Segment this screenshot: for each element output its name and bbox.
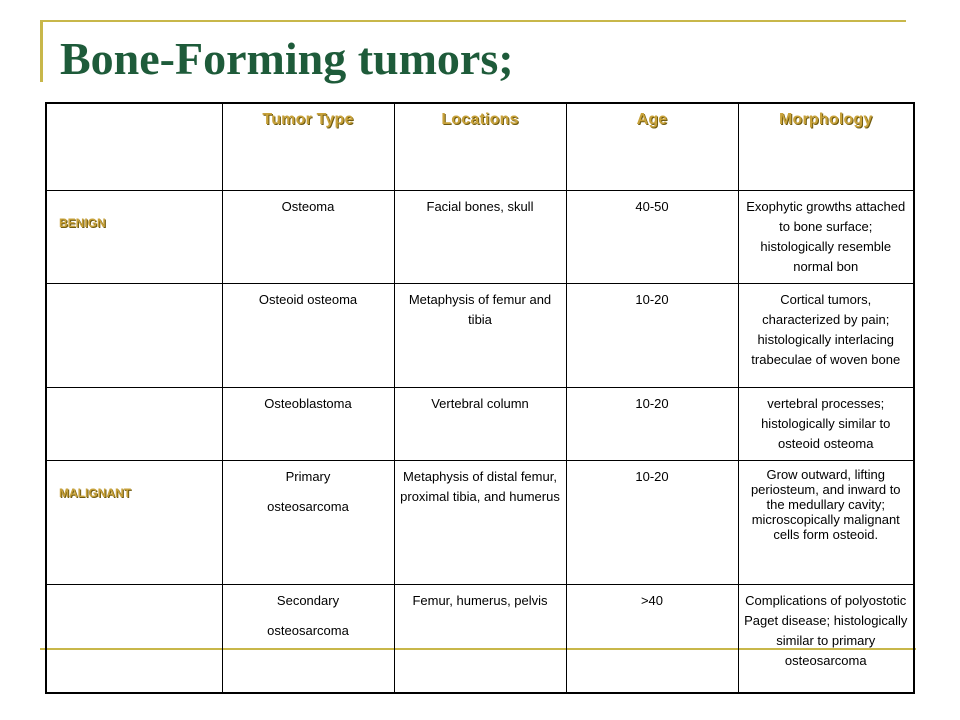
cell-location: Metaphysis of distal femur, proximal tibia, and humerus [394, 461, 566, 585]
cell-morphology: Exophytic growths attached to bone surface; histologically resemble normal bon [738, 191, 914, 284]
tumor-type-line1: Primary [285, 469, 331, 484]
cell-morphology: Grow outward, lifting periosteum, and inward to the medullary cavity; microscopically malignant cells form osteoid. [738, 461, 914, 585]
category-empty-cell [46, 388, 222, 461]
table-row [46, 585, 914, 694]
cell-morphology: Cortical tumors, characterized by pain; histologically interlacing trabeculae of woven bone [738, 284, 914, 388]
cell-tumor-type: Osteoblastoma [222, 388, 394, 461]
cell-tumor-type [222, 585, 394, 694]
cell-tumor-type: Osteoid osteoma [222, 284, 394, 388]
cell-location: Vertebral column [394, 388, 566, 461]
table-row [46, 461, 914, 585]
cell-age: 10-20 [566, 284, 738, 388]
table-row [46, 191, 914, 284]
header-locations: Locations [394, 103, 566, 191]
table-row [46, 284, 914, 388]
tumor-type-line2: osteosarcoma [267, 623, 349, 638]
tumor-type-line2: osteosarcoma [267, 499, 349, 514]
cell-age: 10-20 [566, 388, 738, 461]
header-row [46, 103, 914, 191]
category-empty-cell [46, 284, 222, 388]
cell-location: Metaphysis of femur and tibia [394, 284, 566, 388]
decorative-top-rule [40, 20, 906, 22]
cell-age: 10-20 [566, 461, 738, 585]
tumor-table [45, 102, 915, 694]
cell-tumor-type [222, 461, 394, 585]
cell-location: Facial bones, skull [394, 191, 566, 284]
slide-title: Bone-Forming tumors; [60, 33, 514, 84]
header-tumor-type: Tumor Type [222, 103, 394, 191]
tumor-type-line1: Secondary [276, 593, 340, 608]
category-empty-cell [46, 585, 222, 694]
cell-age: 40-50 [566, 191, 738, 284]
cell-location: Femur, humerus, pelvis [394, 585, 566, 694]
decorative-left-rule [40, 20, 43, 82]
header-age: Age [566, 103, 738, 191]
cell-morphology: Complications of polyostotic Paget disease; histologically similar to primary osteosarcoma [738, 585, 914, 694]
cell-age: >40 [566, 585, 738, 694]
category-malignant: MALIGNANT [46, 461, 222, 585]
cell-morphology: vertebral processes; histologically similar to osteoid osteoma [738, 388, 914, 461]
header-empty-cell [46, 103, 222, 191]
table-row [46, 388, 914, 461]
category-benign: BENIGN [46, 191, 222, 284]
cell-tumor-type: Osteoma [222, 191, 394, 284]
header-morphology: Morphology [738, 103, 914, 191]
